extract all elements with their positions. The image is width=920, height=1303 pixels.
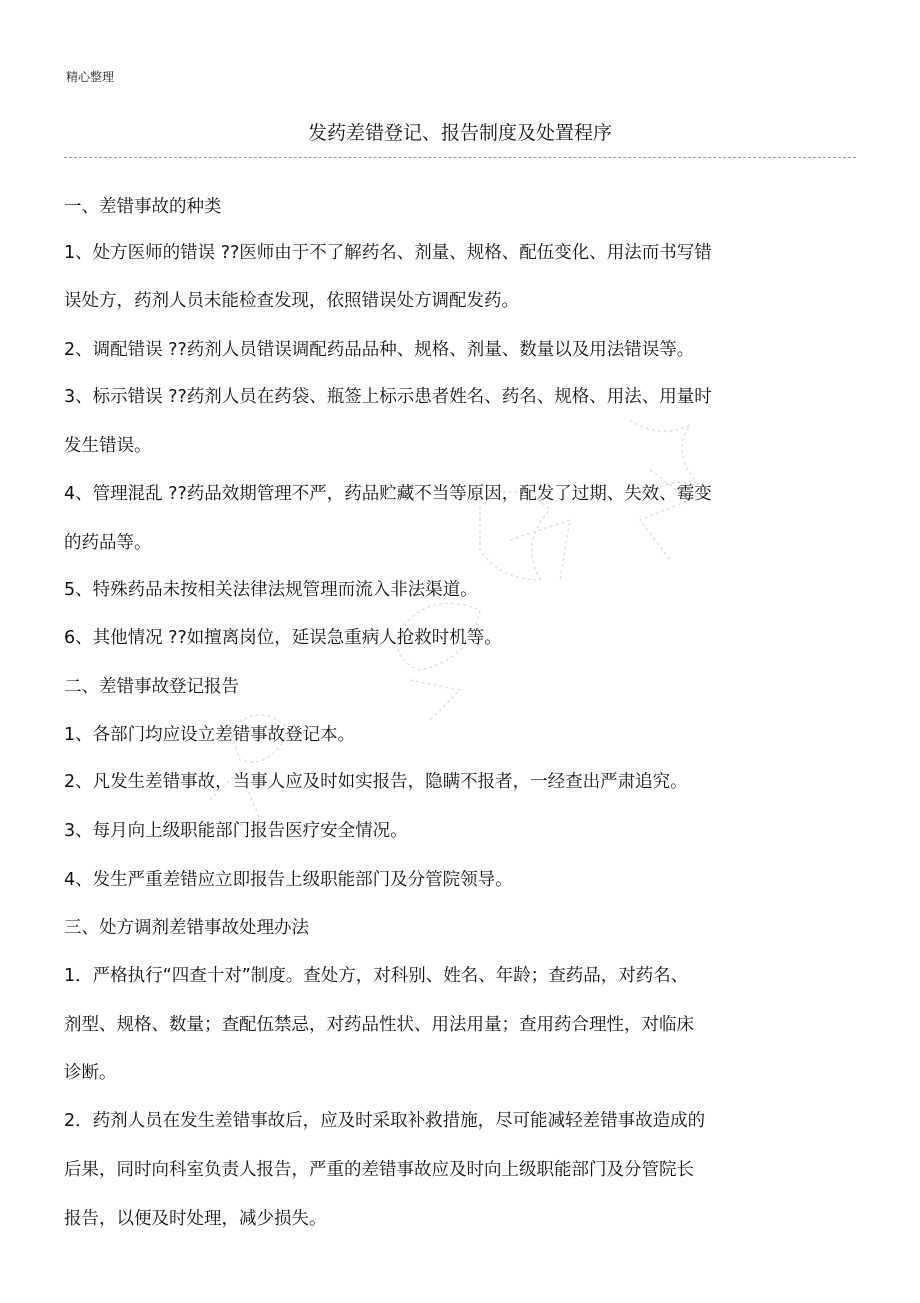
line-11: 1、各部门均应设立差错事故登记本。	[64, 725, 356, 745]
line-6: 4、管理混乱 ??药品效期管理不严，药品贮藏不当等原因，配发了过期、失效、霉变	[64, 484, 712, 504]
line-19: 2．药剂人员在发生差错事故后，应及时采取补救措施，尽可能减轻差错事故造成的	[64, 1111, 706, 1131]
line-7: 的药品等。	[64, 533, 152, 553]
line-10: 二、差错事故登记报告	[64, 677, 239, 697]
title-divider	[64, 157, 856, 158]
line-12: 2、凡发生差错事故，当事人应及时如实报告，隐瞒不报者，一经查出严肃追究。	[64, 772, 688, 792]
line-20: 后果，同时向科室负责人报告，严重的差错事故应及时向上级职能部门及分管院长	[64, 1160, 694, 1180]
line-15: 三、处方调剂差错事故处理办法	[64, 918, 309, 938]
line-9: 6、其他情况 ??如擅离岗位，延误急重病人抢救时机等。	[64, 628, 502, 648]
header-label: 精心整理	[66, 70, 115, 84]
line-13: 3、每月向上级职能部门报告医疗安全情况。	[64, 821, 408, 841]
document-title: 发药差错登记、报告制度及处置程序	[307, 122, 612, 144]
line-14: 4、发生严重差错应立即报告上级职能部门及分管院领导。	[64, 870, 513, 890]
line-17: 剂型、规格、数量；查配伍禁忌，对药品性状、用法用量；查用药合理性，对临床	[64, 1015, 694, 1035]
line-8: 5、特殊药品未按相关法律法规管理而流入非法渠道。	[64, 580, 478, 600]
line-1: 1、处方医师的错误 ??医师由于不了解药名、剂量、规格、配伍变化、用法而书写错	[64, 243, 712, 263]
line-4: 3、标示错误 ??药剂人员在药袋、瓶签上标示患者姓名、药名、规格、用法、用量时	[64, 387, 712, 407]
line-2: 误处方，药剂人员未能检查发现，依照错误处方调配发药。	[64, 291, 519, 311]
line-5: 发生错误。	[64, 436, 152, 456]
line-18: 诊断。	[64, 1063, 117, 1083]
line-0: 一、差错事故的种类	[64, 197, 222, 217]
line-16: 1．严格执行“四查十对”制度。查处方，对科别、姓名、年龄；查药品，对药名、	[64, 966, 689, 986]
line-21: 报告，以便及时处理，减少损失。	[64, 1209, 327, 1229]
line-3: 2、调配错误 ??药剂人员错误调配药品品种、规格、剂量、数量以及用法错误等。	[64, 340, 695, 360]
